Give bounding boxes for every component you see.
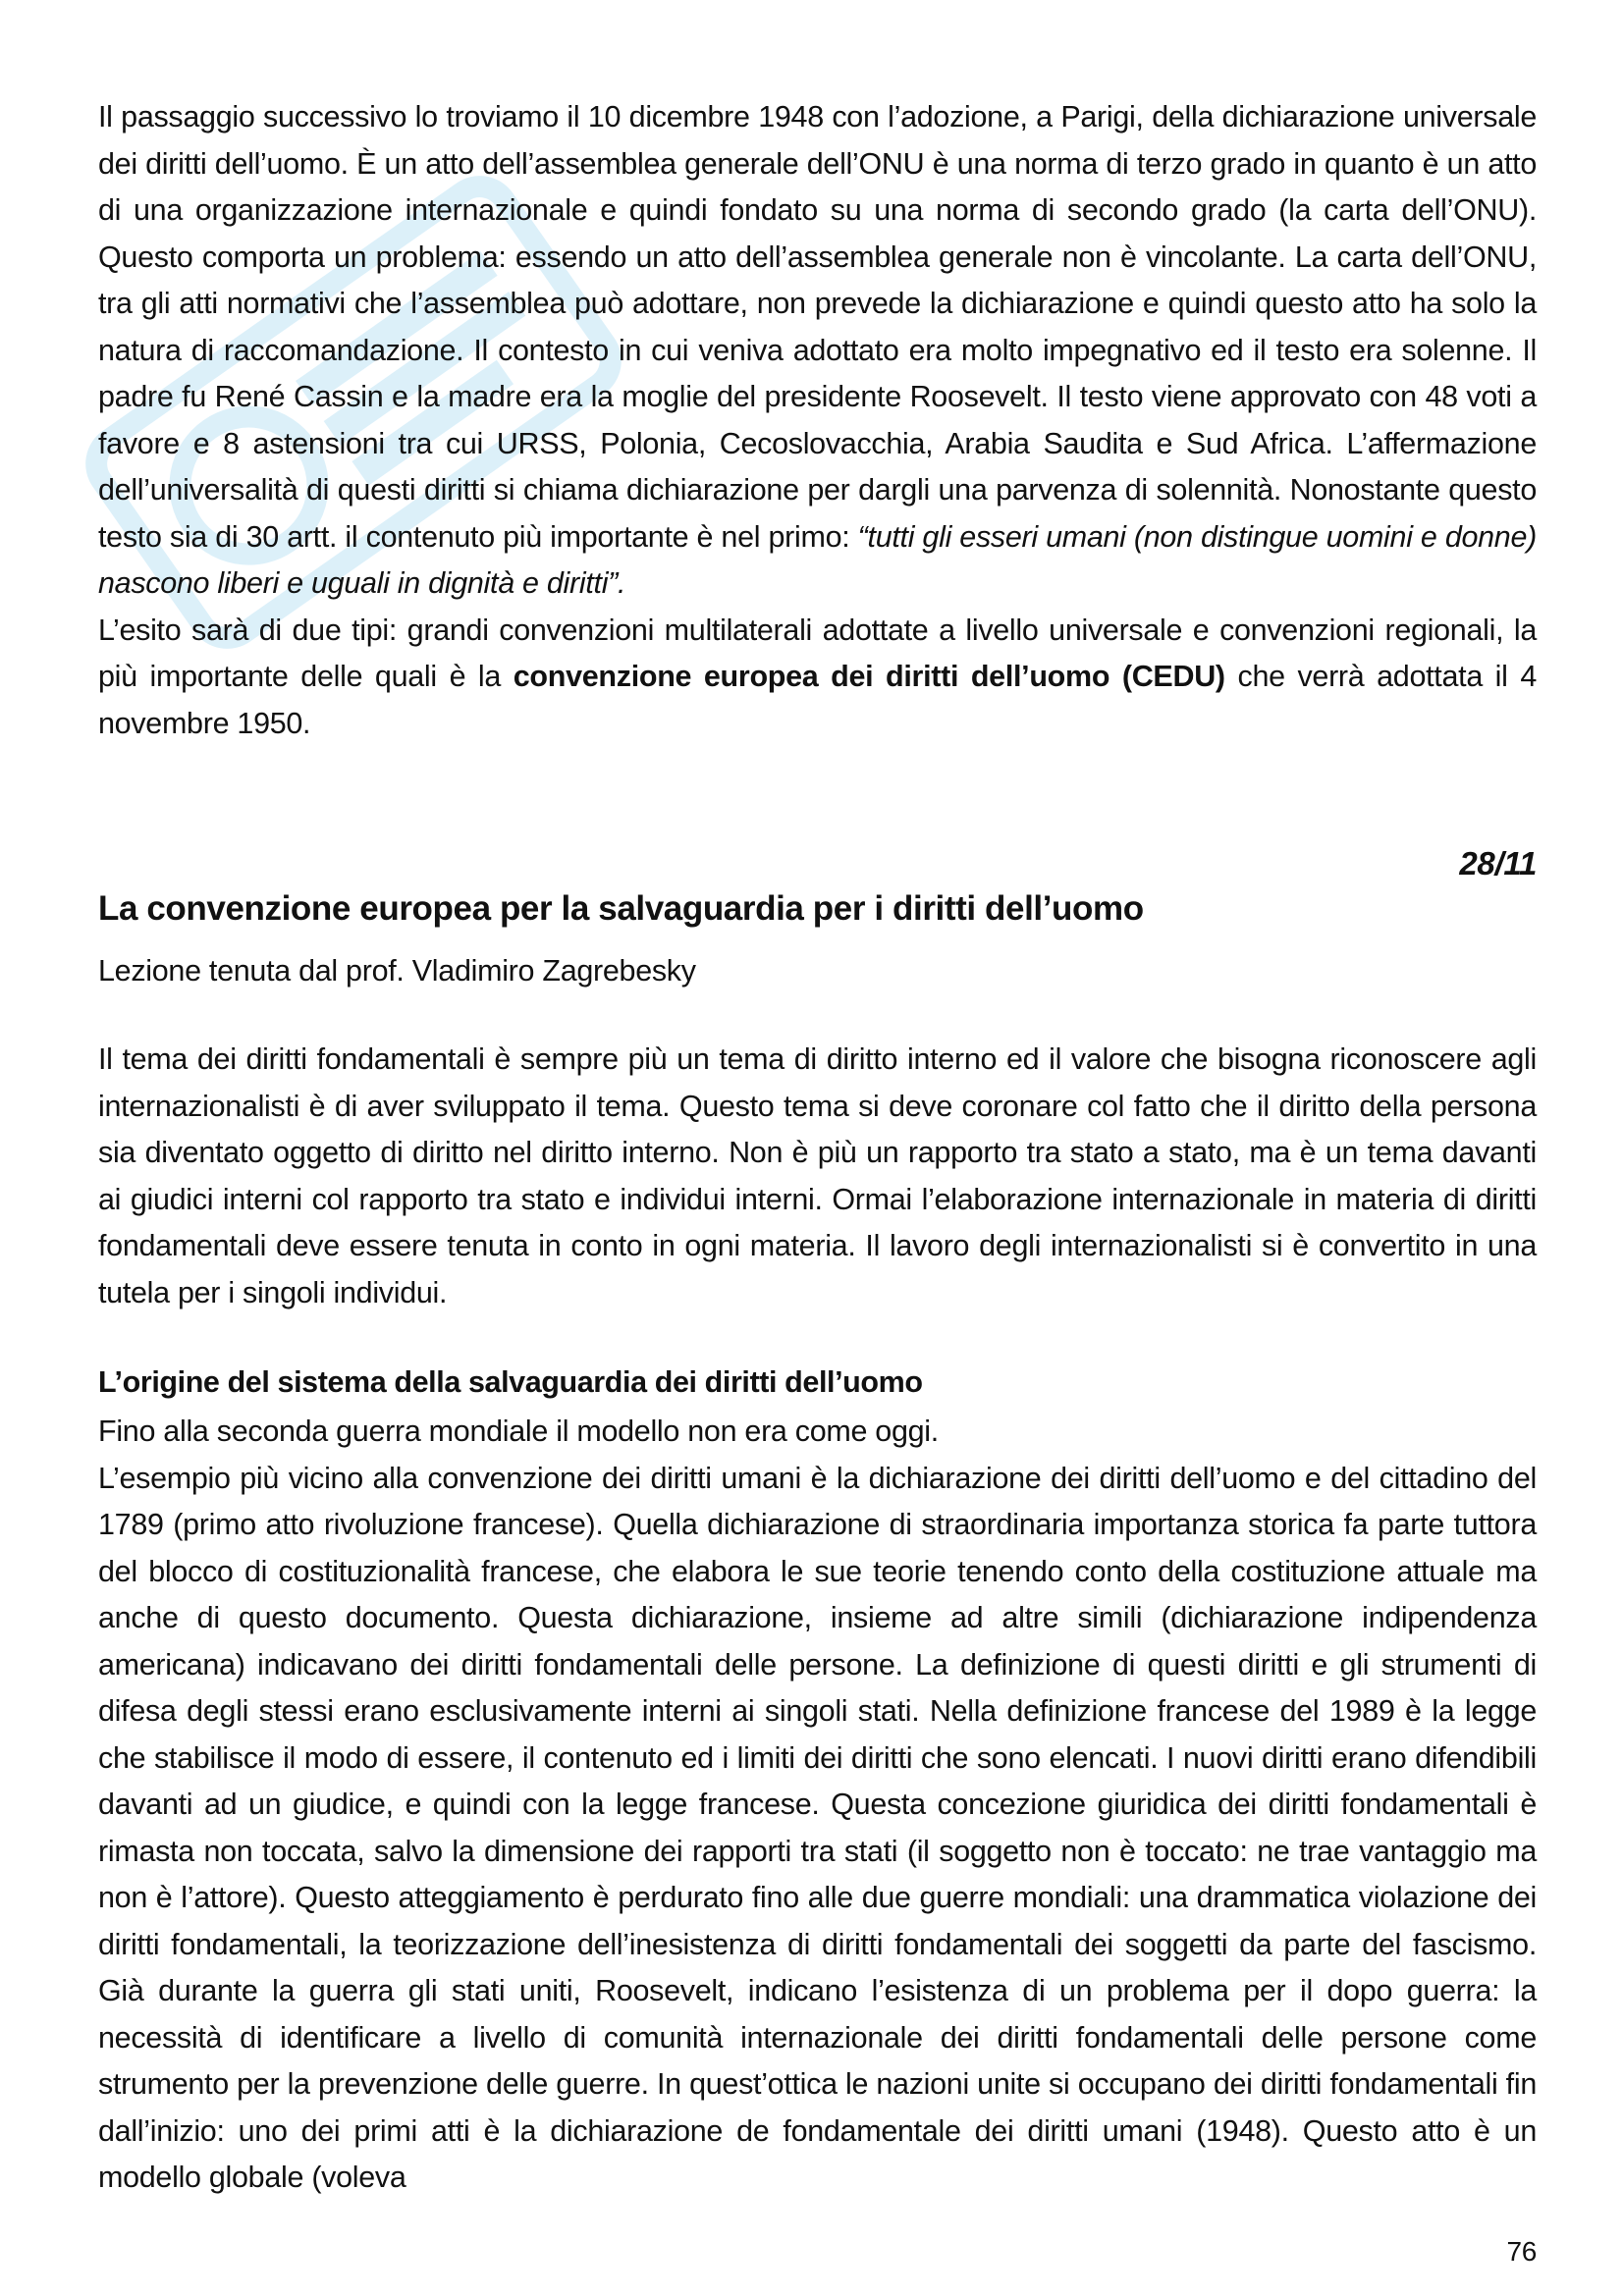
- sub-heading: L’origine del sistema della salvaguardia dei diritti dell’uomo: [98, 1365, 923, 1399]
- section-title: La convenzione europea per la salvaguardia per i diritti dell’uomo: [98, 889, 1144, 928]
- paragraph-fundamental-rights: [98, 1037, 1537, 1316]
- page-number: 76: [1506, 2236, 1537, 2267]
- intro-paragraph: Il passaggio successivo lo troviamo il 10 dicembre 1948 con l’adozione, a Parigi, della dichiarazione universale dei diritti dell’uomo. È un atto dell’assemblea generale dell’ONU è una norma di terzo grado in quanto è un atto di una organizzazione internazionale e quindi fondato su una norma di secondo grado (la carta dell’ONU). Questo comporta un problema: essendo un atto dell’assemblea generale non è vincolante. La carta dell’ONU, tra gli atti normativi che l’assemblea può adottare, non prevede la dichiarazione e quindi questo atto ha solo la natura di raccomandazione. Il contesto in cui veniva adottato era molto impegnativo ed il testo era solenne. Il padre fu René Cassin e la madre era la moglie del presidente Roosevelt. Il testo viene approvato con 48 voti a favore e 8 astensioni tra cui URSS, Polonia, Cecoslovacchia, Arabia Saudita e Sud Africa. L’affermazione dell’universalità di questi diritti si chiama dichiarazione per dargli una parvenza di solennità. Nonostante questo testo sia di 30 artt. il contenuto più importante è nel primo: “tutti gli esseri umani (non distingue uomini e donne) nascono liberi e uguali in dignità e diritti”.: [98, 100, 1537, 600]
- paragraph-origin: [98, 1409, 1537, 2202]
- origin-first-line: Fino alla seconda guerra mondiale il modello non era come oggi.: [98, 1415, 939, 1448]
- lecture-subtitle: Lezione tenuta dal prof. Vladimiro Zagrebesky: [98, 954, 696, 988]
- paragraph-intro: [98, 94, 1537, 747]
- quote: “tutti gli esseri umani (non distingue uomini e donne) nascono liberi e uguali in dignità e diritti”.: [98, 519, 1537, 600]
- fundamental-rights-paragraph: Il tema dei diritti fondamentali è sempre più un tema di diritto interno ed il valore che bisogna riconoscere agli internazionalisti è di aver sviluppato il tema. Questo tema si deve coronare col fatto che il diritto della persona sia diventato oggetto di diritto nel diritto interno. Non è più un rapporto tra stato a stato, ma è un tema davanti ai giudici interni col rapporto tra stato e individui interni. Ormai l’elaborazione internazionale in materia di diritti fondamentali deve essere tenuta in conto in ogni materia. Il lavoro degli internazionalisti si è convertito in una tutela per i singoli individui.: [98, 1042, 1537, 1309]
- outcome-paragraph: L’esito sarà di due tipi: grandi convenzioni multilaterali adottate a livello universale e convenzioni regionali, la più importante delle quali è la convenzione europea dei diritti dell’uomo (CEDU) che verrà adottata il 4 novembre 1950.: [98, 613, 1537, 740]
- origin-paragraph: L’esempio più vicino alla convenzione dei diritti umani è la dichiarazione dei diritti dell’uomo e del cittadino del 1789 (primo atto rivoluzione francese). Quella dichiarazione di straordinaria importanza storica fa parte tuttora del blocco di costituzionalità francese, che elabora le sue teorie tenendo conto della costituzione attuale ma anche di questo documento. Questa dichiarazione, insieme ad altre simili (dichiarazione indipendenza americana) indicavano dei diritti fondamentali delle persone. La definizione di questi diritti e gli strumenti di difesa degli stessi erano esclusivamente interni ai singoli stati. Nella definizione francese del 1989 è la legge che stabilisce il modo di essere, il contenuto ed i limiti dei diritti che sono elencati. I nuovi diritti erano difendibili davanti ad un giudice, e quindi con la legge francese. Questa concezione giuridica dei diritti fondamentali è rimasta non toccata, salvo la dimensione dei rapporti tra stati (il soggetto non è toccato: ne trae vantaggio ma non è l’attore). Questo atteggiamento è perdurato fino alle due guerre mondiali: una drammatica violazione dei diritti fondamentali, la teorizzazione dell’inesistenza di diritti fondamentali dei soggetti da parte del fascismo. Già durante la guerra gli stati uniti, Roosevelt, indicano l’esistenza di un problema per il dopo guerra: la necessità di identificare a livello di comunità internazionale dei diritti fondamentali delle persone come strumento per la prevenzione delle guerre. In quest’ottica le nazioni unite si occupano dei diritti fondamentali fin dall’inizio: uno dei primi atti è la dichiarazione de fondamentale dei diritti umani (1948). Questo atto è un modello globale (voleva: [98, 1461, 1537, 2194]
- cedu-highlight: convenzione europea dei diritti dell’uomo (CEDU): [513, 660, 1225, 693]
- lecture-date: 28/11: [1459, 845, 1537, 881]
